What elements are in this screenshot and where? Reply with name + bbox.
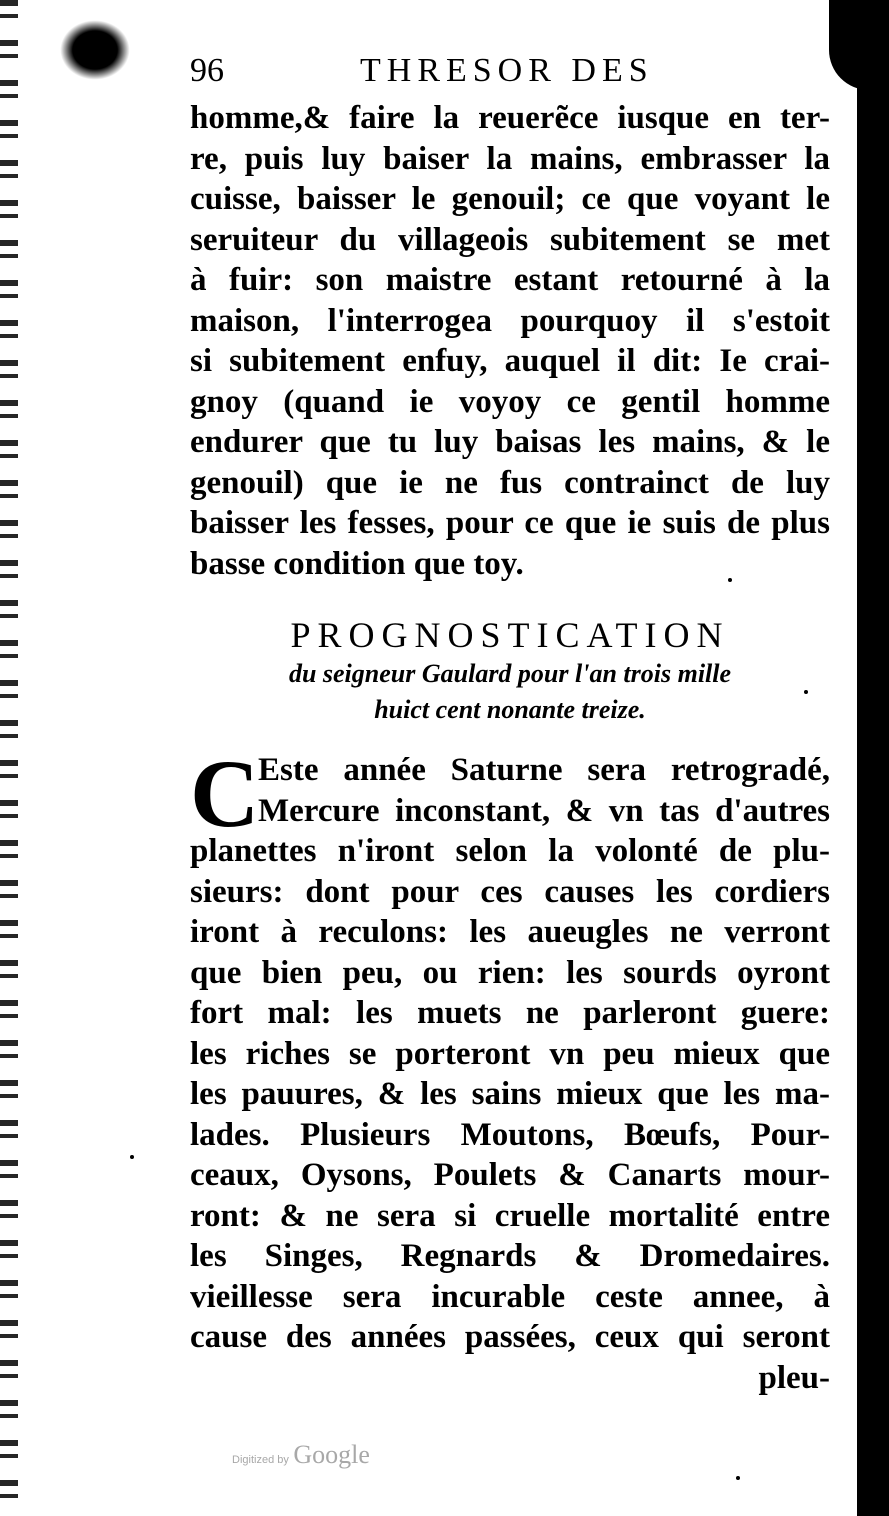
text-line: baisser les fesses, pour ce que ie suis de plus (190, 505, 830, 541)
text-line: genouil) que ie ne fus contrainct de luy (190, 464, 830, 501)
ink-blot (60, 20, 130, 80)
second-paragraph (190, 740, 830, 1398)
ink-speck (736, 1476, 740, 1480)
text-line: lades. Plusieurs Moutons, Bœufs, Pour- (190, 1116, 830, 1153)
text-line: que bien peu, ou rien: les sourds oyront (190, 954, 830, 991)
drop-cap: C (190, 740, 260, 847)
page-corner-shadow (829, 0, 889, 90)
text-line: les Singes, Regnards & Dromedaires. (190, 1238, 830, 1274)
text-line: cause des années passées, ceux qui seront (190, 1319, 830, 1355)
text-line: gnoy (quand ie voyoy ce gentil homme (190, 383, 830, 420)
text-line: endurer que tu luy baisas les mains, & le (190, 424, 830, 460)
ink-speck (130, 1155, 134, 1159)
text-line: les riches se porteront vn peu mieux que (190, 1035, 830, 1072)
text-line: vieillesse sera incurable ceste annee, à (190, 1278, 830, 1315)
section-title: PROGNOSTICATION (290, 615, 730, 655)
first-paragraph (190, 98, 830, 584)
text-line: ront: & ne sera si cruelle mortalité entre (190, 1197, 830, 1234)
page-edge-right (857, 0, 889, 1516)
text-line: si subitement enfuy, auquel il dit: Ie crai- (190, 343, 830, 379)
running-head: THRESOR DES (360, 52, 654, 89)
text-line: à fuir: son maistre estant retourné à la (190, 262, 830, 298)
text-line: cuisse, baisser le genouil; ce que voyant le (190, 181, 830, 217)
text-line: ceaux, Oysons, Poulets & Canarts mour- (190, 1157, 830, 1193)
catchword: pleu- (758, 1359, 830, 1396)
page-number: 96 (190, 52, 224, 89)
watermark-label: Digitized by (232, 1454, 289, 1466)
section-subtitle-line: huict cent nonante treize. (374, 695, 646, 724)
text-line: basse condition que toy. (190, 545, 524, 582)
text-line: sieurs: dont pour ces causes les cordiers (190, 873, 830, 910)
text-line: planettes n'iront selon la volonté de plu- (190, 833, 830, 869)
text-line: fort mal: les muets ne parleront guere: (190, 995, 830, 1031)
page-header (190, 48, 830, 98)
section-subtitle-line: du seigneur Gaulard pour l'an trois mille (288, 659, 732, 688)
text-line: seruiteur du villageois subitement se met (190, 221, 830, 258)
text-line: Este année Saturne sera retrogradé, (258, 752, 830, 788)
text-line: les pauures, & les sains mieux que les ma- (190, 1076, 830, 1112)
text-line: iront à reculons: les aueugles ne verront (190, 914, 830, 950)
text-line: Mercure inconstant, & vn tas d'autres (258, 792, 830, 829)
text-line: homme,& faire la reuerẽce iusque en ter- (190, 100, 830, 136)
text-line: maison, l'interrogea pourquoy il s'estoit (190, 302, 830, 339)
google-logo: Google (293, 1440, 370, 1469)
page-edge-left (0, 0, 18, 1516)
book-page (190, 48, 830, 1398)
digitization-watermark (232, 1440, 370, 1470)
text-line: re, puis luy baiser la mains, embrasser la (190, 140, 830, 177)
